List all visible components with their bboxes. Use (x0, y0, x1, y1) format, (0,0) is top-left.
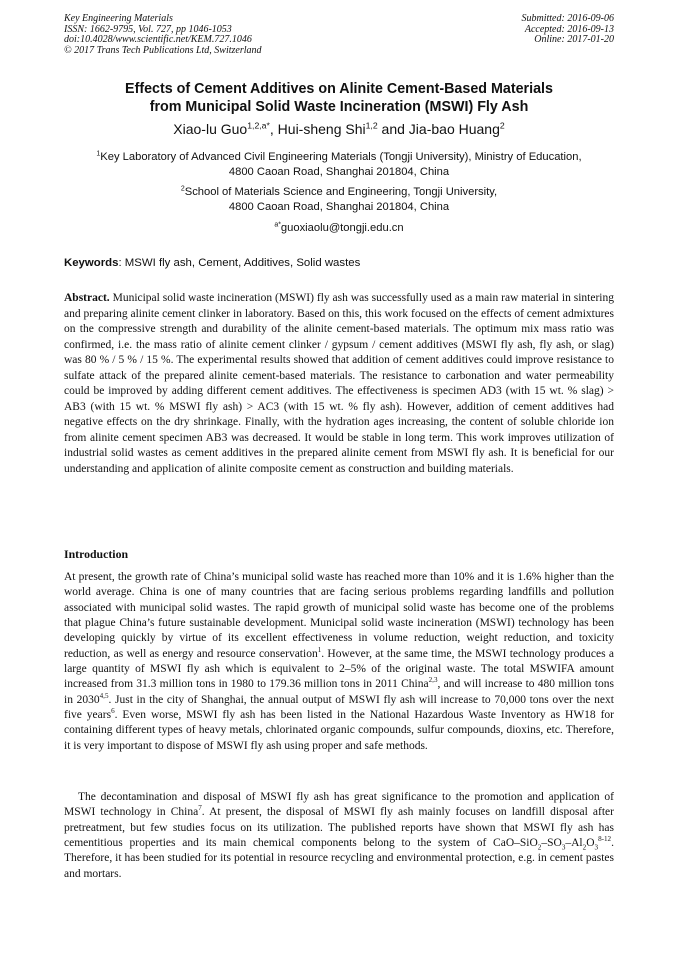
doi-link[interactable]: doi:10.4028/www.scientific.net/KEM.727.1046 (64, 34, 252, 46)
text-run: . Even worse, MSWI fly ash has been listed in the National Hazardous Waste Inventory as HW18 for containing different types of heavy metals, chlorinated organic compounds, sulfur compounds, dioxins, etc. Therefore, it is very important to dispose of MSWI fly ash using proper and safe methods. (64, 709, 614, 752)
citation: 2,3 (428, 676, 438, 685)
text-run: O (586, 837, 595, 850)
abstract-text: Municipal solid waste incineration (MSWI) fly ash was successfully used as a main raw material in sintering and preparing alinite cement clinker in laboratory. Based on this, this work focused on the effects of cement admixtures on the compressive strength and durability of the alinite cement-based materials. The optimum mix mass ratio was confirmed, i.e. the mass ratio of alinite cement clinker / gypsum / cement additives (MSWI fly ash, fly ash, or slag) was 80 % / 5 % / 15 %. The experimental results showed that addition of cement additives could improve resistance to sulfate attack of the prepared alinite cement-based materials. The resistance to carbonation and water permeability could be improved by adding different cement additives. The effectiveness is specimen AD3 (with 15 wt. % slag) > AB3 (with 15 wt. % MSWI fly ash) > AC3 (with 15 wt. % fly ash). However, addition of cement additives had negative effects on the dry shrinkage. Finally, with the hydration ages increasing, the content of soluble chloride ion from alinite cement specimen AB3 was decreased. It would be stable in long term. This work improves utilization of industrial solid wastes as cement additives in the prepared alinite cement from MSWI fly ash. It is beneficial for our understanding and application of alinite composite cement as construction and building materials. (64, 292, 614, 475)
issn: ISSN: 1662-9795, Vol. 727, pp 1046-1053 (64, 23, 232, 35)
author-3-affil: 2 (499, 120, 505, 131)
author-1: Xiao-lu Guo (173, 121, 248, 137)
affiliation-1-line-2: 4800 Caoan Road, Shanghai 201804, China (228, 165, 450, 178)
subscript: 3 (561, 843, 566, 852)
affiliation-2-line-1: School of Materials Science and Engineering, Tongji University, (184, 186, 498, 198)
text-run: –SO (541, 837, 562, 850)
text-run: . Therefore, it has been studied for its potential in resource recycling and environmental protection, e.g. in cement pastes and mortars. (64, 837, 614, 880)
citation: 1 (317, 645, 322, 654)
text-run: –Al (565, 837, 583, 850)
header-left (64, 14, 262, 56)
paper-title (40, 81, 638, 116)
citation: 4,5 (99, 691, 109, 700)
journal-name: Key Engineering Materials (64, 13, 173, 24)
keywords-label: Keywords (64, 257, 119, 269)
introduction-heading: Introduction (64, 547, 129, 561)
keywords-text: : MSWI fly ash, Cement, Additives, Solid wastes (118, 257, 361, 269)
citation: 8-12 (598, 835, 612, 844)
affiliation-2-mark: 2 (180, 185, 185, 193)
keywords (64, 257, 614, 269)
author-2: , Hui-sheng Shi (269, 121, 366, 137)
author-3: and Jia-bao Huang (377, 121, 500, 137)
abstract (64, 291, 614, 477)
text-run: . At present, the disposal of MSWI fly ash mainly focuses on landfill disposal after pretreatment, but few studies focus on its utilization. The published reports have shown that MSWI fly ash has cementitious properties and its main chemical components belong to the system of CaO–SiO (64, 806, 614, 850)
author-list (40, 121, 638, 137)
subscript: 2 (582, 843, 587, 852)
author-1-affil: 1,2,a* (247, 120, 270, 131)
affiliation-2-line-2: 4800 Caoan Road, Shanghai 201804, China (228, 200, 450, 213)
citation: 6 (111, 707, 115, 716)
header-right (522, 14, 615, 46)
introduction-paragraph-2 (64, 790, 614, 882)
email-mark: a* (274, 221, 281, 229)
online-date: Online: 2017-01-20 (534, 34, 614, 46)
text-run: The decontamination and disposal of MSWI fly ash has great significance to the promotion and application of MSWI technology in China (64, 791, 614, 819)
affiliation-1 (40, 150, 638, 179)
subscript: 2 (537, 843, 542, 852)
text-run: . However, at the same time, the MSWI technology produces a large quantity of MSWI fly ash which is equivalent to 2–5% of the original waste. The total MSWIFA amount increased from 31.3 million tons in 1980 to 179.36 million tons in 2011 China (64, 647, 614, 691)
author-2-affil: 1,2 (365, 120, 378, 131)
text-run: At present, the growth rate of China’s municipal solid waste has reached more than 10% and it is 1.6% higher than the world average. China is one of many countries that are facing serious problems regarding landfills and pollution associated with municipal solid wastes. The rapid growth of municipal solid waste has become one of the problems that plague China’s future sustainable development. Municipal solid waste incineration (MSWI) technology has been developing quickly by virtue of its excellent effectiveness in volume reduction, weight reduction, and toxicity reduction, as well as energy and resource conservation (64, 571, 614, 660)
introduction-paragraph-1 (64, 570, 614, 754)
text-run: , and will increase to 480 million tons in 2030 (64, 678, 614, 706)
citation: 7 (198, 804, 202, 813)
submitted-date: Submitted: 2016-09-06 (521, 13, 614, 24)
title-line-2: from Municipal Solid Waste Incineration (MSWI) Fly Ash (149, 98, 529, 115)
corresponding-email (40, 221, 638, 236)
affiliation-1-line-1: Key Laboratory of Advanced Civil Engineering Materials (Tongji University), Ministry of Education, (100, 151, 582, 163)
abstract-label: Abstract. (64, 292, 110, 304)
affiliation-2 (40, 185, 638, 214)
accepted-date: Accepted: 2016-09-13 (524, 23, 614, 35)
title-line-1: Effects of Cement Additives on Alinite Cement-Based Materials (125, 81, 553, 97)
subscript: 3 (594, 843, 599, 852)
text-run: . Just in the city of Shanghai, the annual output of MSWI fly ash will increase to 70,000 tons over the next five years (64, 693, 614, 722)
email-address[interactable]: guoxiaolu@tongji.edu.cn (280, 222, 404, 234)
copyright: © 2017 Trans Tech Publications Ltd, Switzerland (64, 44, 262, 56)
affiliation-1-mark: 1 (96, 150, 101, 158)
